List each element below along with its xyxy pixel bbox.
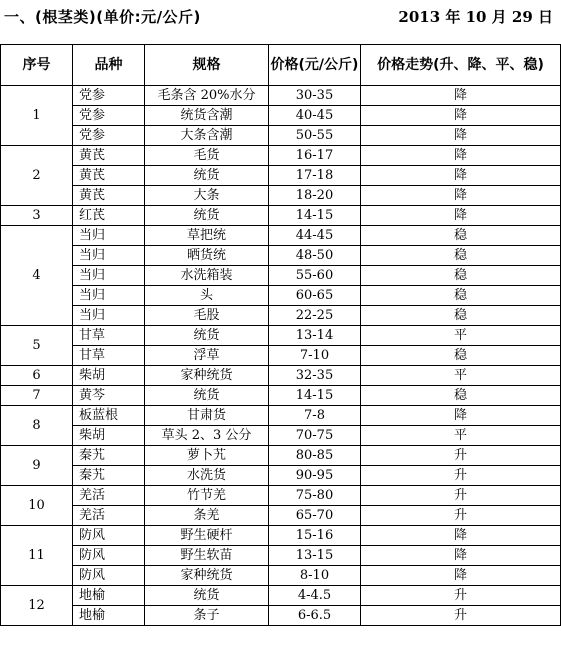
price-cell: 8-10	[269, 566, 361, 586]
spec-cell: 统货	[145, 166, 269, 186]
price-cell: 65-70	[269, 506, 361, 526]
price-cell: 14-15	[269, 386, 361, 406]
variety-cell: 秦艽	[73, 446, 145, 466]
variety-cell: 防风	[73, 566, 145, 586]
header-price: 价格(元/公斤)	[269, 45, 361, 86]
trend-cell: 升	[361, 486, 561, 506]
trend-cell: 升	[361, 466, 561, 486]
spec-cell: 毛条含 20%水分	[145, 86, 269, 106]
serial-cell: 4	[1, 226, 73, 326]
variety-cell: 柴胡	[73, 366, 145, 386]
serial-cell: 10	[1, 486, 73, 526]
variety-cell: 羌活	[73, 486, 145, 506]
trend-cell: 平	[361, 426, 561, 446]
spec-cell: 家种统货	[145, 566, 269, 586]
price-cell: 80-85	[269, 446, 361, 466]
price-cell: 30-35	[269, 86, 361, 106]
price-cell: 16-17	[269, 146, 361, 166]
trend-cell: 稳	[361, 346, 561, 366]
spec-cell: 毛股	[145, 306, 269, 326]
header-serial: 序号	[1, 45, 73, 86]
trend-cell: 降	[361, 126, 561, 146]
header-trend: 价格走势(升、降、平、稳)	[361, 45, 561, 86]
table-row	[1, 386, 561, 406]
page-header	[0, 0, 561, 36]
serial-cell: 9	[1, 446, 73, 486]
variety-cell: 羌活	[73, 506, 145, 526]
spec-cell: 条子	[145, 606, 269, 626]
variety-cell: 当归	[73, 286, 145, 306]
serial-cell: 6	[1, 366, 73, 386]
price-cell: 60-65	[269, 286, 361, 306]
price-cell: 22-25	[269, 306, 361, 326]
spec-cell: 条羌	[145, 506, 269, 526]
trend-cell: 稳	[361, 286, 561, 306]
table-row	[1, 86, 561, 106]
table-row	[1, 506, 561, 526]
price-cell: 4-4.5	[269, 586, 361, 606]
spec-cell: 甘肃货	[145, 406, 269, 426]
trend-cell: 升	[361, 506, 561, 526]
serial-cell: 12	[1, 586, 73, 626]
spec-cell: 野生软苗	[145, 546, 269, 566]
price-cell: 15-16	[269, 526, 361, 546]
table-row	[1, 126, 561, 146]
header-spec: 规格	[145, 45, 269, 86]
price-cell: 55-60	[269, 266, 361, 286]
price-cell: 48-50	[269, 246, 361, 266]
variety-cell: 黄芪	[73, 146, 145, 166]
table-row	[1, 466, 561, 486]
table-row	[1, 426, 561, 446]
trend-cell: 平	[361, 366, 561, 386]
serial-cell: 11	[1, 526, 73, 586]
variety-cell: 防风	[73, 526, 145, 546]
table-row	[1, 186, 561, 206]
variety-cell: 当归	[73, 266, 145, 286]
spec-cell: 统货	[145, 326, 269, 346]
table-row	[1, 586, 561, 606]
serial-cell: 2	[1, 146, 73, 206]
trend-cell: 稳	[361, 386, 561, 406]
variety-cell: 甘草	[73, 326, 145, 346]
price-cell: 40-45	[269, 106, 361, 126]
trend-cell: 降	[361, 86, 561, 106]
table-row	[1, 226, 561, 246]
price-cell: 7-8	[269, 406, 361, 426]
spec-cell: 头	[145, 286, 269, 306]
header-variety: 品种	[73, 45, 145, 86]
trend-cell: 稳	[361, 306, 561, 326]
trend-cell: 降	[361, 186, 561, 206]
table-header-row	[1, 45, 561, 86]
table-row	[1, 146, 561, 166]
table-row	[1, 606, 561, 626]
table-row	[1, 446, 561, 466]
variety-cell: 党参	[73, 126, 145, 146]
trend-cell: 升	[361, 446, 561, 466]
spec-cell: 水洗箱装	[145, 266, 269, 286]
variety-cell: 党参	[73, 106, 145, 126]
table-row	[1, 566, 561, 586]
trend-cell: 稳	[361, 266, 561, 286]
trend-cell: 升	[361, 586, 561, 606]
trend-cell: 降	[361, 546, 561, 566]
variety-cell: 黄芩	[73, 386, 145, 406]
spec-cell: 萝卜艽	[145, 446, 269, 466]
price-cell: 13-14	[269, 326, 361, 346]
trend-cell: 降	[361, 106, 561, 126]
spec-cell: 草头 2、3 公分	[145, 426, 269, 446]
price-cell: 14-15	[269, 206, 361, 226]
table-row	[1, 246, 561, 266]
variety-cell: 党参	[73, 86, 145, 106]
serial-cell: 5	[1, 326, 73, 366]
trend-cell: 降	[361, 166, 561, 186]
spec-cell: 大条	[145, 186, 269, 206]
spec-cell: 野生硬杆	[145, 526, 269, 546]
report-date: 2013 年 10 月 29 日	[398, 8, 553, 26]
variety-cell: 甘草	[73, 346, 145, 366]
spec-cell: 统货	[145, 386, 269, 406]
variety-cell: 柴胡	[73, 426, 145, 446]
price-cell: 7-10	[269, 346, 361, 366]
table-row	[1, 546, 561, 566]
variety-cell: 黄芪	[73, 166, 145, 186]
table-row	[1, 306, 561, 326]
serial-cell: 8	[1, 406, 73, 446]
price-cell: 6-6.5	[269, 606, 361, 626]
spec-cell: 水洗货	[145, 466, 269, 486]
trend-cell: 稳	[361, 226, 561, 246]
price-cell: 17-18	[269, 166, 361, 186]
table-row	[1, 526, 561, 546]
table-row	[1, 346, 561, 366]
serial-cell: 7	[1, 386, 73, 406]
variety-cell: 秦艽	[73, 466, 145, 486]
price-table	[0, 44, 561, 626]
variety-cell: 黄芪	[73, 186, 145, 206]
variety-cell: 地榆	[73, 606, 145, 626]
serial-cell: 3	[1, 206, 73, 226]
table-row	[1, 266, 561, 286]
price-cell: 70-75	[269, 426, 361, 446]
variety-cell: 当归	[73, 306, 145, 326]
trend-cell: 平	[361, 326, 561, 346]
variety-cell: 板蓝根	[73, 406, 145, 426]
serial-cell: 1	[1, 86, 73, 146]
trend-cell: 降	[361, 206, 561, 226]
trend-cell: 降	[361, 146, 561, 166]
table-body	[1, 86, 561, 626]
spec-cell: 晒货统	[145, 246, 269, 266]
table-row	[1, 486, 561, 506]
table-row	[1, 406, 561, 426]
spec-cell: 家种统货	[145, 366, 269, 386]
table-row	[1, 326, 561, 346]
table-row	[1, 366, 561, 386]
trend-cell: 降	[361, 566, 561, 586]
spec-cell: 毛货	[145, 146, 269, 166]
spec-cell: 浮草	[145, 346, 269, 366]
spec-cell: 竹节羌	[145, 486, 269, 506]
table-row	[1, 286, 561, 306]
trend-cell: 稳	[361, 246, 561, 266]
table-row	[1, 166, 561, 186]
price-cell: 50-55	[269, 126, 361, 146]
trend-cell: 降	[361, 526, 561, 546]
trend-cell: 降	[361, 406, 561, 426]
spec-cell: 草把统	[145, 226, 269, 246]
table-row	[1, 106, 561, 126]
price-cell: 75-80	[269, 486, 361, 506]
variety-cell: 红芪	[73, 206, 145, 226]
spec-cell: 统货含潮	[145, 106, 269, 126]
table-row	[1, 206, 561, 226]
price-cell: 18-20	[269, 186, 361, 206]
variety-cell: 当归	[73, 246, 145, 266]
price-cell: 32-35	[269, 366, 361, 386]
variety-cell: 防风	[73, 546, 145, 566]
spec-cell: 统货	[145, 206, 269, 226]
price-cell: 90-95	[269, 466, 361, 486]
spec-cell: 统货	[145, 586, 269, 606]
page-title: 一、(根茎类)(单价:元/公斤)	[4, 8, 201, 26]
price-cell: 13-15	[269, 546, 361, 566]
trend-cell: 升	[361, 606, 561, 626]
variety-cell: 当归	[73, 226, 145, 246]
variety-cell: 地榆	[73, 586, 145, 606]
price-cell: 44-45	[269, 226, 361, 246]
spec-cell: 大条含潮	[145, 126, 269, 146]
